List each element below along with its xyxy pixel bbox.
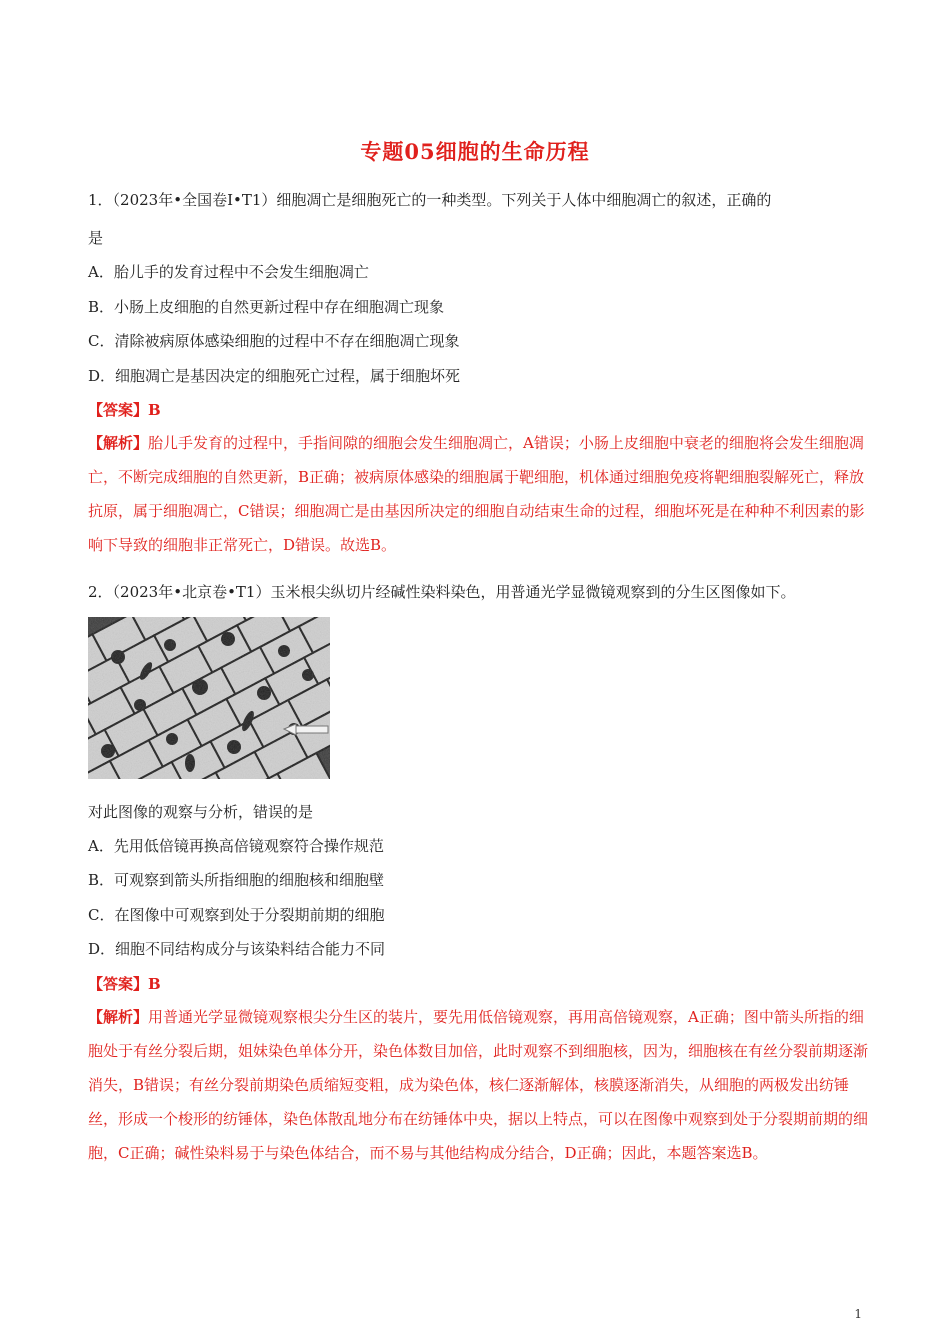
q2-analysis <box>88 1000 868 1170</box>
q2-question: 对此图像的观察与分析，错误的是 <box>88 803 314 821</box>
micrograph-image <box>88 617 330 779</box>
q1-option-d: D．细胞凋亡是基因决定的细胞死亡过程，属于细胞坏死 <box>88 367 461 385</box>
page-number: 1 <box>854 1307 862 1321</box>
q2-analysis-label: 【解析】 <box>88 1008 149 1026</box>
q1-analysis <box>88 426 868 562</box>
q2-option-d: D．细胞不同结构成分与该染料结合能力不同 <box>88 940 386 958</box>
q1-option-c: C．清除被病原体感染细胞的过程中不存在细胞凋亡现象 <box>88 332 460 350</box>
q1-analysis-label: 【解析】 <box>88 434 149 452</box>
page-title: 专题05细胞的生命历程 <box>360 139 590 164</box>
q2-stem: 2．（2023年•北京卷•T1）玉米根尖纵切片经碱性染料染色，用普通光学显微镜观察到的分生区图像如下。 <box>88 583 796 601</box>
q2-option-a: A．先用低倍镜再换高倍镜观察符合操作规范 <box>88 837 384 855</box>
q1-option-b: B．小肠上皮细胞的自然更新过程中存在细胞凋亡现象 <box>88 298 445 316</box>
q1-option-a: A．胎儿手的发育过程中不会发生细胞凋亡 <box>88 263 369 281</box>
q2-analysis-text: 用普通光学显微镜观察根尖分生区的装片，要先用低倍镜观察，再用高倍镜观察，A正确；图中箭头所指的细胞处于有丝分裂后期，姐妹染色单体分开，染色体数目加倍，此时观察不到细胞核，因为，细胞核在有丝分裂前期逐渐消失，B错误；有丝分裂前期染色质缩短变粗，成为染色体，核仁逐渐解体，核膜逐渐消失，从细胞的两极发出纺锤丝，形成一个梭形的纺锤体，染色体散乱地分布在纺锤体中央，据以上特点，可以在图像中观察到处于分裂期前期的细胞，C正确；碱性染料易于与染色体结合，而不易与其他结构成分结合，D正确；因此，本题答案选B。 <box>88 1008 869 1162</box>
q1-answer: 【答案】B <box>88 401 161 419</box>
q2-option-c: C．在图像中可观察到处于分裂期前期的细胞 <box>88 906 385 924</box>
q2-option-b: B．可观察到箭头所指细胞的细胞核和细胞壁 <box>88 871 385 889</box>
q2-answer: 【答案】B <box>88 975 161 993</box>
q1-stem-line2: 是 <box>88 229 104 247</box>
q1-stem-line1: 1．（2023年•全国卷Ⅰ•T1）细胞凋亡是细胞死亡的一种类型。下列关于人体中细胞凋亡的叙述，正确的 <box>88 191 772 209</box>
q1-analysis-text: 胎儿手发育的过程中，手指间隙的细胞会发生细胞凋亡，A错误；小肠上皮细胞中衰老的细胞将会发生细胞凋亡，不断完成细胞的自然更新，B正确；被病原体感染的细胞属于靶细胞，机体通过细胞免疫将靶细胞裂解死亡，释放抗原，属于细胞凋亡，C错误；细胞凋亡是由基因所决定的细胞自动结束生命的过程，细胞坏死是在种种不利因素的影响下导致的细胞非正常死亡，D错误。故选B。 <box>88 434 865 554</box>
